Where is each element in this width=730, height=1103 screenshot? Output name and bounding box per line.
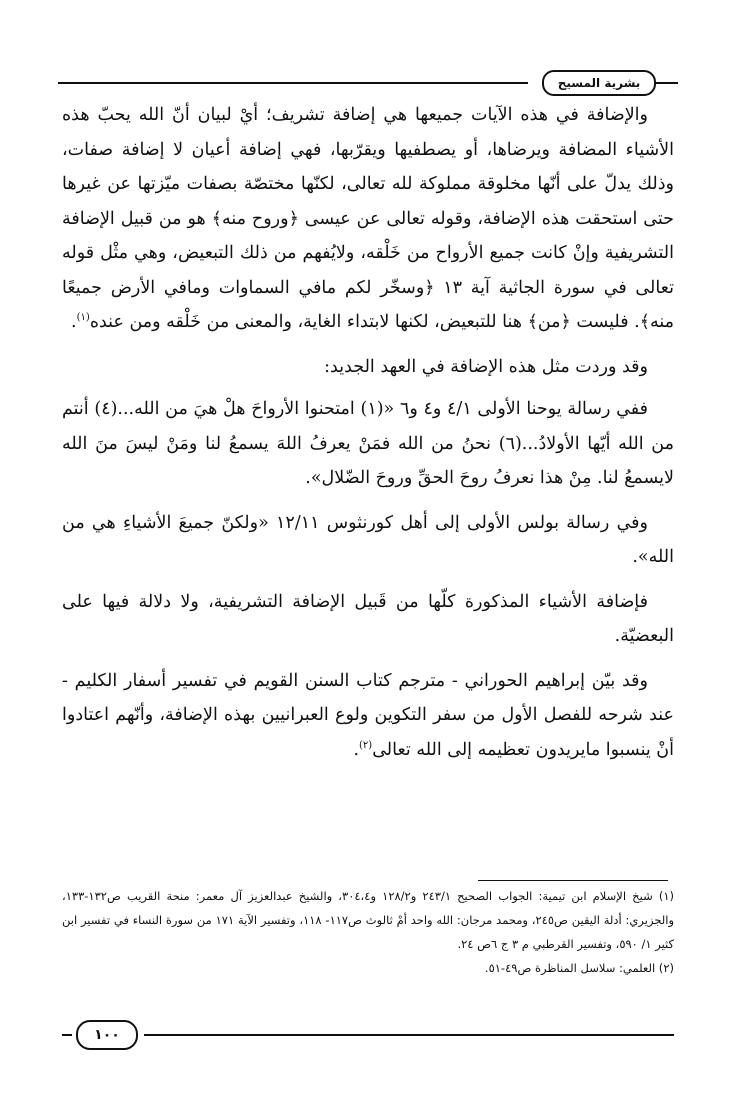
- paragraph-1: والإضافة في هذه الآيات جميعها هي إضافة تشريف؛ أيْ لبيان أنّ الله يحبّ هذه الأشياء المضافة ويرضاها، أو يصطفيها ويقرّبها، فهي إضافة أعيان لا إضافة صفات، وذلك يدلّ على أنّها مخلوقة مملوكة لله تعالى، لكنّها مختصّة بصفات ميّزتها عن غيرها حتى استحقت هذه الإضافة، وقوله تعالى عن عيسى ﴿وروح منه﴾ هو من قبيل الإضافة التشريفية وإنْ كانت جميع الأرواح من خَلْقه، ولايُفهم من ذلك التبعيض، وهي مثْل قوله تعالى في سورة الجاثية آية ١٣ ﴿وسخّر لكم مافي السماوات ومافي الأرض جميعًا منه﴾. فليست ﴿من﴾ هنا للتبعيض، لكنها لابتداء الغاية، والمعنى من خَلْقه ومن عنده$^{(١)}$.: [62, 105, 674, 332]
- page-number: ١٠٠: [76, 1020, 138, 1050]
- footnote-ref-2: (٢): [359, 739, 373, 751]
- footnote-1: (١) شيخ الإسلام ابن تيمية: الجواب الصحيح ٢٤٣/١ و١٢٨/٢ و٣٠٤،٤، والشيخ عبدالعزيز آل معمر: منحة القريب ص١٣٢-١٣٣، والجزيري: أدلة اليقين ص٢٤٥، ومحمد مرجان: الله واحد أمْ ثالوث ص١١٧- ١١٨، وتفسير الآية ١٧١ من سورة النساء في تفسير ابن كثير ١/ ٥٩٠، وتفسير القرطبي م ٣ ج ٦ص ٢٤.: [62, 889, 675, 951]
- footer-rule: [144, 1034, 674, 1036]
- page-header: [58, 62, 678, 90]
- header-rule: [58, 82, 528, 84]
- paragraph-6: وقد بيّن إبراهيم الحوراني - مترجم كتاب السنن القويم في تفسير أسفار الكليم - عند شرحه للفصل الأول من سفر التكوين ولوع العبرانيين بهذه الإضافة، وأنّهم اعتادوا أنْ ينسبوا مايريدون تعظيمه إلى الله تعالى$^{(٢)}$.: [62, 670, 674, 760]
- footnote-ref-1: (١): [76, 312, 90, 324]
- paragraph-3: ففي رسالة يوحنا الأولى ٤/١ و٤ و٦ «(١) امتحنوا الأرواحَ هلْ هيَ من الله...(٤) أنتم من الله أيّها الأولادُ...(٦) نحنُ من الله فمَنْ يعرفُ اللهَ يسمعُ لنا ومَنْ ليسَ منَ الله لايسمعُ لنا. مِنْ هذا نعرفُ روحَ الحقِّ وروحَ الضّلال».: [62, 399, 674, 488]
- page-footer: [62, 1020, 674, 1050]
- paragraph-2: وقد وردت مثل هذه الإضافة في العهد الجديد:: [324, 356, 648, 377]
- footnotes: [62, 884, 674, 980]
- running-title: بشرية المسيح: [542, 70, 656, 96]
- footer-rule-left: [62, 1034, 72, 1036]
- body-text: [62, 98, 674, 777]
- paragraph-4: وفي رسالة بولس الأولى إلى أهل كورنثوس ١٢/١١ «ولكنّ جميعَ الأشياءِ هي من الله».: [62, 512, 674, 567]
- paragraph-5: فإضافة الأشياء المذكورة كلّها من قَبيل الإضافة التشريفية، ولا دلالة فيها على البعضيّة.: [62, 591, 674, 646]
- footnote-2: (٢) العلمي: سلاسل المناظرة ص٤٩-٥١.: [484, 961, 674, 975]
- footnote-rule: [478, 880, 668, 881]
- header-rule-right: [654, 82, 678, 84]
